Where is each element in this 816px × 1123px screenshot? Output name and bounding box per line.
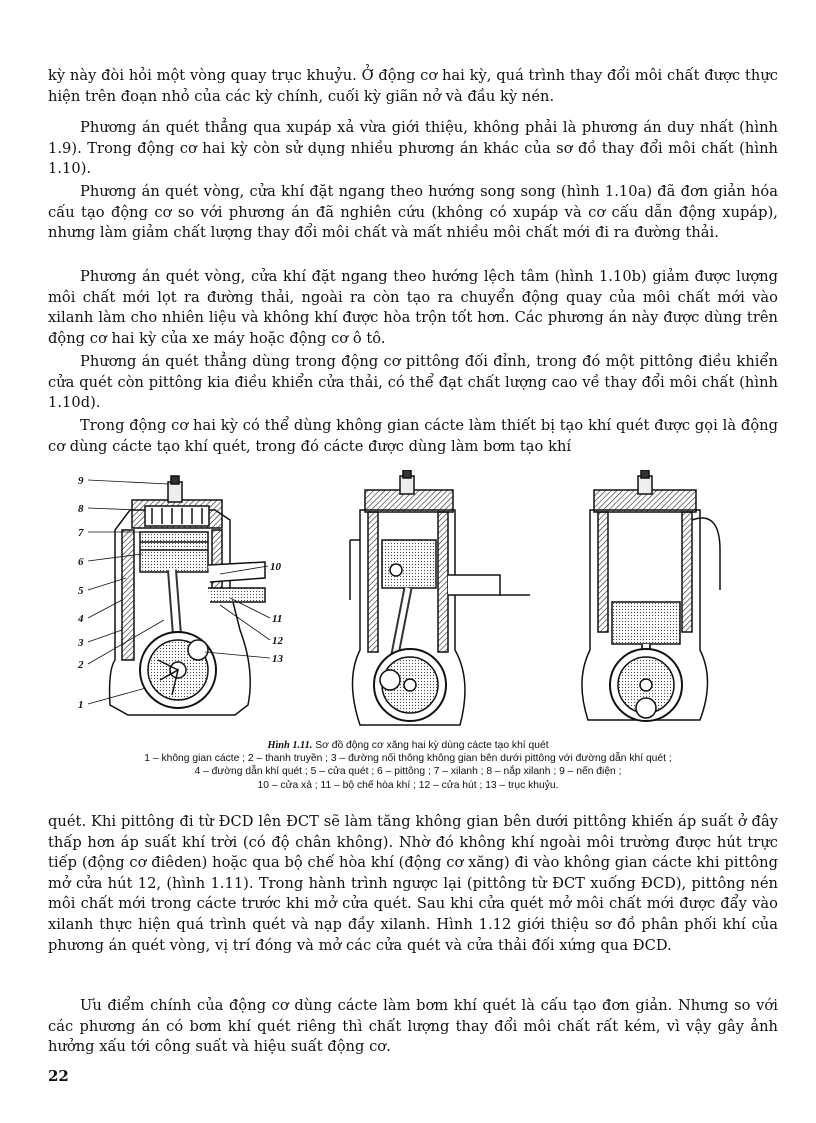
paragraph: quét. Khi pittông đi từ ĐCD lên ĐCT sẽ làm tăng không gian bên dưới pittông khiến áp suất ở đây thấp hơn áp suất khí trời (có độ chân không). Nhờ đó không khí ngoài môi trường được hút trực tiếp (động cơ điêden) hoặc qua bộ chế hòa khí (động cơ xăng) đi vào không gian cácte khi pittông mở cửa hút 12, (hình 1.11). Trong hành trình ngược lại (pittông từ ĐCT xuống ĐCD), pittông nén môi chất mới trong cácte trước khi mở cửa quét. Sau khi cửa quét mở môi chất mới được đẩy vào xilanh thực hiện quá trình quét và nạp đầy xilanh. Hình 1.12 giới thiệu sơ đồ phân phối khí của phương án quét vòng, vị trí đóng và mở các cửa quét và cửa thải đối xứng qua ĐCD. bbox=[48, 813, 778, 954]
label-8: 8 bbox=[78, 503, 84, 515]
engine-diagram-figure bbox=[60, 470, 760, 738]
label-2: 2 bbox=[78, 659, 84, 671]
caption-text: Sơ đồ động cơ xăng hai kỳ dùng cácte tạo khí quét bbox=[312, 740, 549, 751]
label-11: 11 bbox=[272, 613, 283, 625]
page-number: 22 bbox=[48, 1067, 69, 1085]
label-9: 9 bbox=[78, 475, 84, 487]
engine-diagram-right bbox=[582, 470, 720, 721]
paragraph: Phương án quét thẳng qua xupáp xả vừa giới thiệu, không phải là phương án duy nhất (hình 1.9). Trong động cơ hai kỳ còn sử dụng nhiều phương án khác của sơ đồ thay đổi môi chất (hình 1.10). bbox=[48, 119, 778, 178]
label-5: 5 bbox=[78, 585, 84, 597]
caption-title-line bbox=[30, 739, 786, 752]
label-13: 13 bbox=[272, 653, 283, 665]
figure-caption bbox=[30, 739, 786, 792]
paragraph: Phương án quét vòng, cửa khí đặt ngang theo hướng lệch tâm (hình 1.10b) giảm được lượng môi chất mới lọt ra đường thải, ngoài ra còn tạo ra chuyển động quay của môi chất mới vào xilanh làm cho nhiên liệu và không khí được hòa trộn tốt hơn. Các phương án này được dùng trên động cơ hai kỳ của xe máy hoặc động cơ ô tô. bbox=[48, 268, 778, 347]
paragraph: Phương án quét thẳng dùng trong động cơ pittông đối đỉnh, trong đó một pittông điều khiển cửa quét còn pittông kia điều khiển cửa thải, có thể đạt chất lượng cao về thay đổi môi chất (hình 1.10d). bbox=[48, 353, 778, 412]
engine-diagram-left bbox=[110, 476, 265, 715]
label-4: 4 bbox=[78, 613, 84, 625]
paragraph: Phương án quét vòng, cửa khí đặt ngang theo hướng song song (hình 1.10a) đã đơn giản hóa cấu tạo động cơ so với phương án đã nghiên cứu (không có xupáp và cơ cấu dẫn động xupáp), nhưng làm giảm chất lượng thay đổi môi chất và mất nhiều môi chất mới đi ra đường thải. bbox=[48, 183, 778, 242]
paragraph: Ưu điểm chính của động cơ dùng cácte làm bơm khí quét là cấu tạo đơn giản. Nhưng so với các phương án có bơm khí quét riêng thì chất lượng thay đổi môi chất rất kém, vì vậy gây ảnh hưởng xấu tới công suất và hiệu suất động cơ. bbox=[48, 997, 778, 1056]
label-3: 3 bbox=[78, 637, 84, 649]
label-10: 10 bbox=[270, 561, 281, 573]
caption-legend-line-2: 4 – đường dẫn khí quét ; 5 – cửa quét ; 6 – pittông ; 7 – xilanh ; 8 – nắp xilanh ; 9 – nến điện ; bbox=[194, 766, 622, 778]
caption-legend-line-1: 1 – không gian cácte ; 2 – thanh truyền ; 3 – đường nối thông không gian bên dưới pittông với đường dẫn khí quét ; bbox=[144, 753, 672, 765]
engine-diagram-middle bbox=[350, 470, 530, 725]
label-6: 6 bbox=[78, 556, 84, 568]
paragraph: Trong động cơ hai kỳ có thể dùng không gian cácte làm thiết bị tạo khí quét được gọi là động cơ dùng cácte tạo khí quét, trong đó cácte được dùng làm bơm tạo khí bbox=[48, 417, 778, 455]
label-7: 7 bbox=[78, 527, 84, 539]
caption-title: Hình 1.11. bbox=[267, 740, 313, 751]
caption-legend-line-3: 10 – cửa xả ; 11 – bộ chế hòa khí ; 12 – cửa hút ; 13 – trục khuỷu. bbox=[257, 779, 559, 791]
label-1: 1 bbox=[78, 699, 84, 711]
paragraph-continuation: kỳ này đòi hỏi một vòng quay trục khuỷu. Ở động cơ hai kỳ, quá trình thay đổi môi chất được thực hiện trên đoạn nhỏ của các kỳ chính, cuối kỳ giãn nở và đầu kỳ nén. bbox=[48, 67, 778, 105]
label-12: 12 bbox=[272, 635, 283, 647]
